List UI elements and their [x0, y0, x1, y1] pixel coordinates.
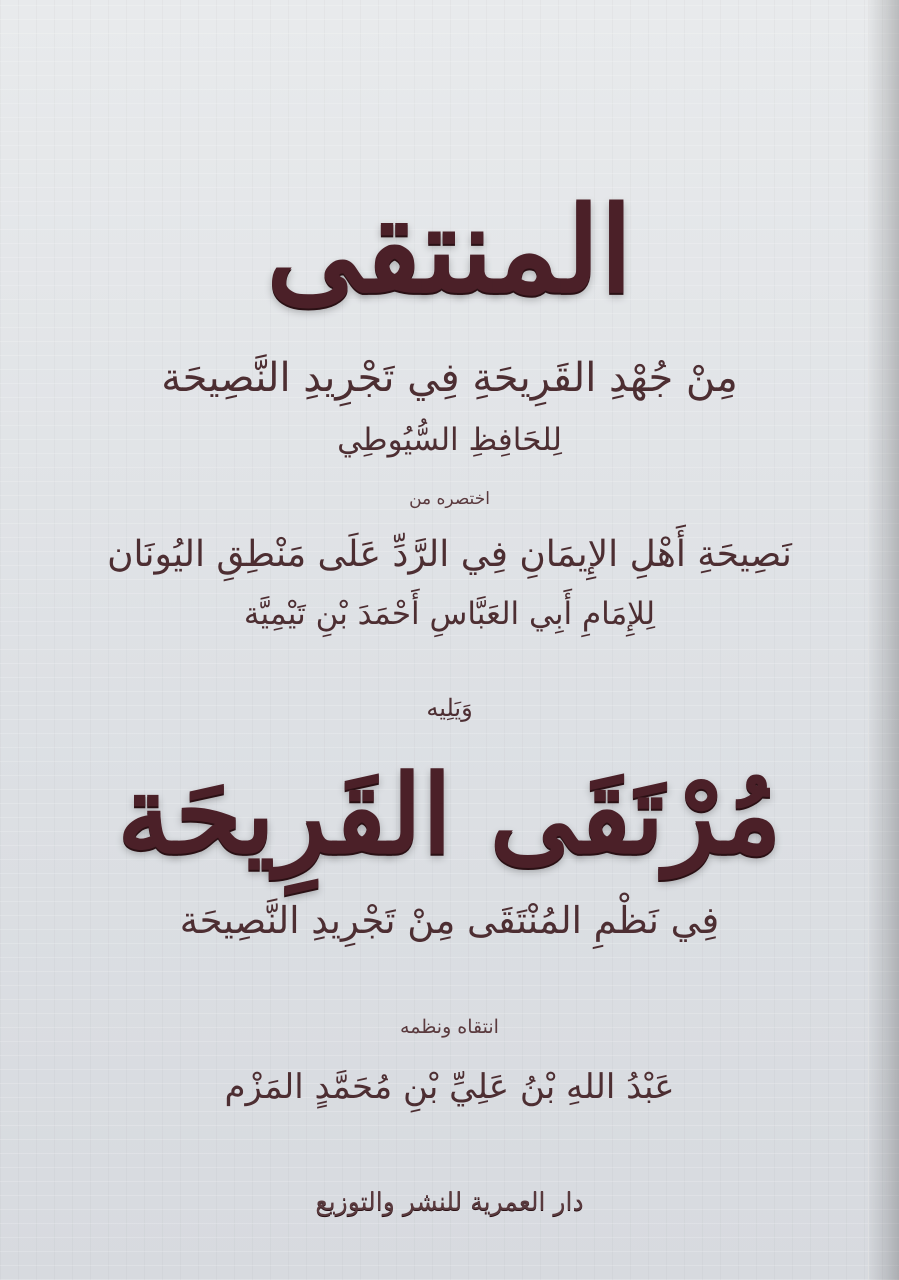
second-subtitle: فِي نَظْمِ المُنْتَقَى مِنْ تَجْرِيدِ النَّصِيحَة — [179, 899, 720, 942]
source-book-title: نَصِيحَةِ أَهْلِ الإِيمَانِ فِي الرَّدِّ عَلَى مَنْطِقِ اليُونَان — [107, 534, 792, 575]
publisher-name: دار العمرية للنشر والتوزيع — [315, 1187, 584, 1216]
second-title: مُرْتَقَى القَرِيحَة — [117, 752, 782, 878]
main-subtitle: مِنْ جُهْدِ القَرِيحَةِ فِي تَجْرِيدِ النَّصِيحَة — [161, 355, 738, 401]
followed-by-label: وَيَلِيه — [426, 694, 473, 722]
original-author: لِلحَافِظِ السُّيُوطِي — [337, 422, 562, 458]
selected-by-label: انتقاه ونظمه — [400, 1016, 499, 1038]
source-book-author: لِلإِمَامِ أَبِي العَبَّاسِ أَحْمَدَ بْنِ تَيْمِيَّة — [243, 596, 656, 632]
author-name: عَبْدُ اللهِ بْنُ عَلِيِّ بْنِ مُحَمَّدٍ المَزْم — [224, 1067, 675, 1107]
main-title: المنتقى — [266, 180, 633, 319]
abridged-from-label: اختصره من — [409, 489, 490, 509]
